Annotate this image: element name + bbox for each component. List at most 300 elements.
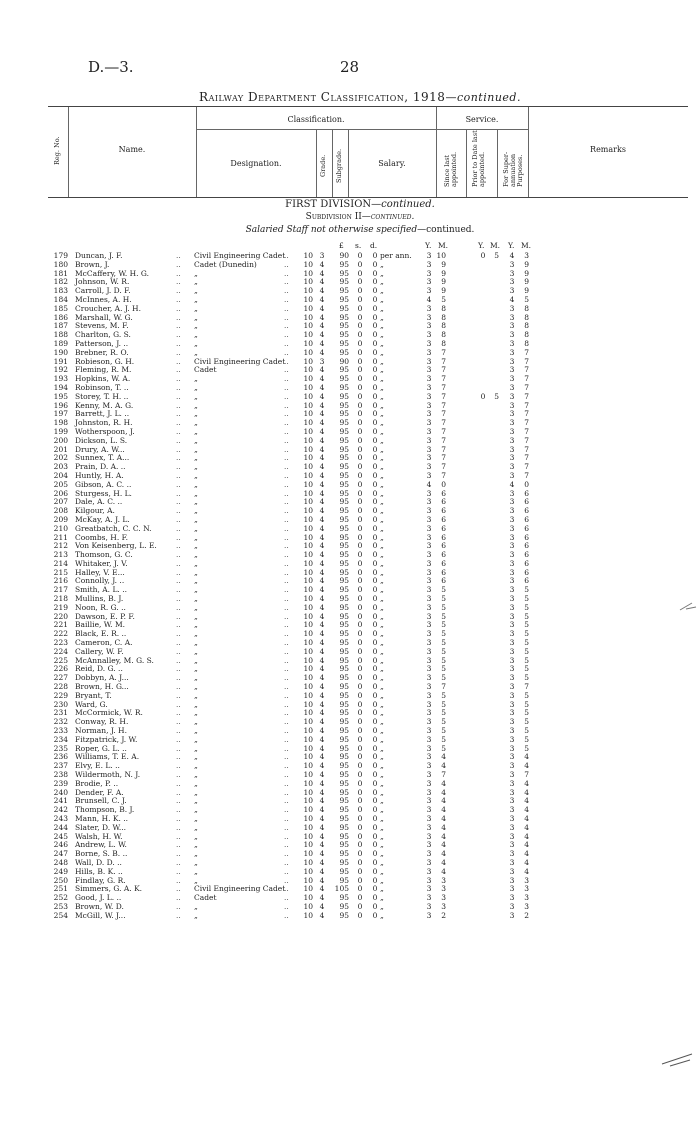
cell-reg-no: 220 [53, 611, 68, 621]
cell-reg-no: 199 [53, 426, 68, 436]
cell-since-years: 3 [426, 444, 432, 454]
cell-super-years: 3 [509, 849, 515, 859]
cell-salary-pence: 0 [372, 418, 378, 428]
cell-salary-pounds: 95 [339, 277, 349, 287]
cell-salary-shillings: 0 [357, 523, 363, 533]
cell-reg-no: 200 [53, 435, 68, 445]
cell-salary-period: „ [380, 532, 384, 542]
leader-dots: .. [284, 453, 289, 463]
cell-since-months: 7 [441, 462, 446, 472]
cell-since-months: 10 [436, 251, 446, 260]
cell-grade: 10 [303, 541, 313, 551]
cell-salary-pence: 0 [372, 294, 378, 304]
cell-grade: 10 [303, 391, 313, 401]
leader-dots: .. [284, 857, 289, 867]
cell-salary-pence: 0 [372, 646, 378, 656]
leader-dots: .. [284, 277, 289, 287]
cell-super-months: 7 [524, 435, 529, 445]
cell-super-years: 3 [509, 673, 515, 683]
cell-leader-dots: .. [176, 365, 181, 375]
cell-name: Dawson, E. P. F. [75, 611, 135, 621]
cell-leader-dots: .. [176, 761, 181, 771]
cell-salary-shillings: 0 [357, 409, 363, 419]
cell-salary-pence: 0 [372, 752, 378, 762]
cell-super-years: 3 [509, 391, 515, 401]
cell-super-months: 9 [524, 259, 529, 269]
cell-super-months: 6 [524, 497, 529, 507]
cell-super-years: 3 [509, 444, 515, 454]
cell-super-months: 4 [524, 822, 529, 832]
cell-salary-pence: 0 [372, 717, 378, 727]
cell-salary-pounds: 105 [334, 884, 349, 894]
cell-super-months: 5 [524, 743, 529, 753]
cell-salary-pounds: 95 [339, 294, 349, 304]
cell-super-months: 5 [524, 708, 529, 718]
cell-salary-pounds: 95 [339, 426, 349, 436]
cell-reg-no: 210 [53, 523, 68, 533]
cell-salary-period: „ [380, 726, 384, 736]
cell-super-months: 6 [524, 541, 529, 551]
cell-name: Callery, W. F. [75, 646, 124, 656]
cell-salary-shillings: 0 [357, 462, 363, 472]
cell-salary-pence: 0 [372, 444, 378, 454]
cell-designation: „ [194, 550, 198, 560]
cell-salary-shillings: 0 [357, 814, 363, 823]
cell-salary-pounds: 95 [339, 664, 349, 674]
leader-dots: .. [284, 726, 289, 736]
leader-dots: .. [284, 550, 289, 560]
cell-super-months: 9 [524, 268, 529, 278]
cell-super-years: 3 [509, 638, 515, 648]
header-prior-to: Prior to Date last appointed. [471, 130, 486, 187]
cell-since-years: 3 [426, 602, 432, 612]
cell-salary-period: „ [380, 594, 384, 604]
cell-since-years: 3 [426, 330, 432, 340]
cell-salary-shillings: 0 [357, 550, 363, 560]
cell-since-months: 2 [441, 910, 446, 920]
cell-grade: 10 [303, 646, 313, 656]
cell-since-years: 3 [426, 726, 432, 736]
cell-salary-pounds: 95 [339, 558, 349, 568]
cell-designation: „ [194, 690, 198, 700]
cell-designation: „ [194, 409, 198, 419]
cell-reg-no: 242 [53, 805, 68, 815]
cell-since-months: 5 [441, 673, 446, 683]
cell-since-months: 5 [441, 638, 446, 648]
cell-since-months: 7 [441, 382, 446, 392]
cell-grade: 10 [303, 558, 313, 568]
cell-subgrade: 4 [319, 690, 325, 700]
cell-super-years: 3 [509, 400, 515, 410]
leader-dots: .. [284, 330, 289, 340]
cell-subgrade: 4 [319, 444, 325, 454]
cell-salary-pounds: 95 [339, 506, 349, 516]
leader-dots: .. [284, 761, 289, 771]
cell-designation: „ [194, 875, 198, 885]
cell-subgrade: 4 [319, 682, 325, 692]
cell-name: Mullins, B. J. [75, 594, 124, 604]
cell-salary-pence: 0 [372, 567, 378, 577]
cell-salary-pence: 0 [372, 453, 378, 463]
leader-dots: .. [284, 391, 289, 401]
cell-salary-shillings: 0 [357, 514, 363, 524]
cell-grade: 10 [303, 286, 313, 296]
cell-since-months: 6 [441, 576, 446, 586]
cell-super-years: 3 [509, 840, 515, 850]
leader-dots: .. [284, 646, 289, 656]
cell-grade: 10 [303, 884, 313, 894]
leader-dots: .. [284, 523, 289, 533]
cell-name: Wotherspoon, J. [75, 426, 135, 436]
cell-super-months: 4 [524, 796, 529, 806]
cell-salary-shillings: 0 [357, 717, 363, 727]
cell-super-months: 5 [524, 726, 529, 736]
cell-grade: 10 [303, 426, 313, 436]
cell-salary-period: „ [380, 778, 384, 788]
cell-salary-pounds: 95 [339, 778, 349, 788]
cell-reg-no: 239 [53, 778, 68, 788]
cell-super-years: 3 [509, 752, 515, 762]
cell-super-years: 3 [509, 506, 515, 516]
cell-leader-dots: .. [176, 444, 181, 454]
cell-since-years: 3 [426, 585, 432, 595]
cell-super-months: 4 [524, 857, 529, 867]
cell-since-years: 3 [426, 426, 432, 436]
cell-subgrade: 4 [319, 277, 325, 287]
cell-salary-period: „ [380, 664, 384, 674]
cell-salary-period: „ [380, 400, 384, 410]
cell-since-years: 3 [426, 752, 432, 762]
cell-leader-dots: .. [176, 435, 181, 445]
cell-salary-shillings: 0 [357, 435, 363, 445]
cell-name: Brunsell, C. J. [75, 796, 127, 806]
cell-salary-pence: 0 [372, 506, 378, 516]
cell-super-years: 3 [509, 629, 515, 639]
cell-salary-shillings: 0 [357, 629, 363, 639]
cell-since-years: 3 [426, 286, 432, 296]
cell-leader-dots: .. [176, 391, 181, 401]
cell-super-months: 5 [524, 620, 529, 630]
cell-salary-shillings: 0 [357, 259, 363, 269]
cell-salary-shillings: 0 [357, 805, 363, 815]
cell-name: Wildermoth, N. J. [75, 770, 141, 780]
leader-dots: .. [284, 717, 289, 727]
cell-grade: 10 [303, 330, 313, 340]
cell-name: Charlton, G. S. [75, 330, 131, 340]
cell-salary-period: „ [380, 294, 384, 304]
cell-salary-shillings: 0 [357, 576, 363, 586]
cell-salary-pounds: 90 [339, 251, 349, 260]
cell-designation: „ [194, 453, 198, 463]
cell-since-months: 5 [441, 708, 446, 718]
cell-salary-period: „ [380, 558, 384, 568]
cell-since-months: 7 [441, 435, 446, 445]
cell-reg-no: 225 [53, 655, 68, 665]
cell-salary-period: „ [380, 682, 384, 692]
cell-super-years: 3 [509, 277, 515, 287]
cell-subgrade: 4 [319, 875, 325, 885]
cell-since-months: 7 [441, 365, 446, 375]
cell-super-months: 5 [524, 673, 529, 683]
cell-reg-no: 245 [53, 831, 68, 841]
cell-salary-pence: 0 [372, 514, 378, 524]
cell-reg-no: 240 [53, 787, 68, 797]
cell-reg-no: 204 [53, 470, 68, 480]
cell-salary-period: „ [380, 286, 384, 296]
cell-salary-pence: 0 [372, 585, 378, 595]
cell-name: Barrett, J. L. .. [75, 409, 130, 419]
cell-grade: 10 [303, 787, 313, 797]
cell-name: Dender, F. A. [75, 787, 124, 797]
cell-designation: „ [194, 532, 198, 542]
cell-designation: „ [194, 567, 198, 577]
cell-leader-dots: .. [176, 901, 181, 911]
cell-salary-shillings: 0 [357, 796, 363, 806]
cell-subgrade: 4 [319, 822, 325, 832]
cell-name: McGill, W. J... [75, 910, 126, 920]
cell-designation: „ [194, 734, 198, 744]
cell-since-years: 3 [426, 611, 432, 621]
cell-salary-shillings: 0 [357, 910, 363, 920]
cell-leader-dots: .. [176, 655, 181, 665]
cell-salary-pence: 0 [372, 910, 378, 920]
cell-salary-pounds: 95 [339, 312, 349, 322]
cell-reg-no: 184 [53, 294, 68, 304]
leader-dots: .. [284, 805, 289, 815]
cell-leader-dots: .. [176, 479, 181, 489]
cell-designation: „ [194, 321, 198, 331]
cell-super-months: 5 [524, 638, 529, 648]
cell-salary-pounds: 95 [339, 770, 349, 780]
cell-name: Borne, S. B. .. [75, 849, 128, 859]
cell-subgrade: 4 [319, 462, 325, 472]
leader-dots: .. [284, 629, 289, 639]
cell-salary-pence: 0 [372, 400, 378, 410]
cell-salary-period: „ [380, 629, 384, 639]
leader-dots: .. [284, 866, 289, 876]
cell-salary-pounds: 95 [339, 409, 349, 419]
cell-salary-pounds: 95 [339, 567, 349, 577]
cell-salary-pounds: 95 [339, 585, 349, 595]
cell-grade: 10 [303, 550, 313, 560]
cell-grade: 10 [303, 409, 313, 419]
cell-grade: 10 [303, 382, 313, 392]
cell-since-months: 9 [441, 277, 446, 287]
cell-salary-pence: 0 [372, 374, 378, 384]
leader-dots: .. [284, 690, 289, 700]
cell-salary-pounds: 95 [339, 805, 349, 815]
leader-dots: .. [284, 444, 289, 454]
cell-salary-pence: 0 [372, 286, 378, 296]
cell-super-years: 3 [509, 382, 515, 392]
leader-dots: .. [284, 673, 289, 683]
cell-salary-period: „ [380, 409, 384, 419]
cell-salary-shillings: 0 [357, 875, 363, 885]
cell-salary-shillings: 0 [357, 646, 363, 656]
cell-since-years: 3 [426, 488, 432, 498]
cell-salary-shillings: 0 [357, 734, 363, 744]
cell-salary-pounds: 95 [339, 611, 349, 621]
cell-salary-period: „ [380, 822, 384, 832]
cell-grade: 10 [303, 497, 313, 507]
cell-salary-period: „ [380, 893, 384, 903]
cell-designation: „ [194, 523, 198, 533]
cell-grade: 10 [303, 365, 313, 375]
cell-subgrade: 4 [319, 294, 325, 304]
leader-dots: .. [284, 382, 289, 392]
cell-designation: „ [194, 655, 198, 665]
cell-salary-pounds: 95 [339, 734, 349, 744]
cell-super-months: 5 [524, 602, 529, 612]
cell-designation: „ [194, 435, 198, 445]
cell-grade: 10 [303, 251, 313, 260]
cell-since-years: 3 [426, 321, 432, 331]
cell-leader-dots: .. [176, 312, 181, 322]
cell-leader-dots: .. [176, 796, 181, 806]
cell-designation: „ [194, 268, 198, 278]
cell-leader-dots: .. [176, 726, 181, 736]
cell-super-years: 3 [509, 682, 515, 692]
header-since-last: Since last appointed. [443, 151, 458, 187]
cell-since-years: 3 [426, 682, 432, 692]
cell-designation: „ [194, 330, 198, 340]
cell-subgrade: 4 [319, 409, 325, 419]
cell-super-years: 3 [509, 488, 515, 498]
cell-leader-dots: .. [176, 488, 181, 498]
cell-leader-dots: .. [176, 497, 181, 507]
cell-super-months: 6 [524, 550, 529, 560]
cell-reg-no: 248 [53, 857, 68, 867]
cell-grade: 10 [303, 831, 313, 841]
cell-salary-pounds: 95 [339, 382, 349, 392]
cell-grade: 10 [303, 514, 313, 524]
cell-name: Hopkins, W. A. [75, 374, 131, 384]
cell-since-months: 6 [441, 558, 446, 568]
cell-since-years: 3 [426, 787, 432, 797]
cell-since-years: 3 [426, 910, 432, 920]
cell-since-years: 3 [426, 761, 432, 771]
cell-salary-shillings: 0 [357, 400, 363, 410]
cell-salary-pence: 0 [372, 576, 378, 586]
cell-reg-no: 202 [53, 453, 68, 463]
cell-name: Bryant, T. [75, 690, 112, 700]
cell-salary-pounds: 95 [339, 435, 349, 445]
cell-name: Good, J. L. .. [75, 893, 122, 903]
cell-grade: 10 [303, 418, 313, 428]
cell-subgrade: 4 [319, 884, 325, 894]
cell-grade: 10 [303, 400, 313, 410]
cell-reg-no: 195 [53, 391, 68, 401]
cell-since-months: 7 [441, 409, 446, 419]
cell-reg-no: 183 [53, 286, 68, 296]
cell-salary-shillings: 0 [357, 849, 363, 859]
cell-super-months: 8 [524, 338, 529, 348]
cell-super-months: 4 [524, 778, 529, 788]
leader-dots: .. [284, 479, 289, 489]
cell-name: Croucher, A. J. H. [75, 303, 141, 313]
cell-salary-period: „ [380, 787, 384, 797]
cell-since-months: 6 [441, 523, 446, 533]
leader-dots: .. [284, 611, 289, 621]
cell-super-years: 3 [509, 602, 515, 612]
cell-leader-dots: .. [176, 682, 181, 692]
cell-salary-shillings: 0 [357, 673, 363, 683]
cell-name: Hills, B. K. .. [75, 866, 123, 876]
cell-salary-shillings: 0 [357, 251, 363, 260]
cell-subgrade: 4 [319, 805, 325, 815]
cell-since-months: 4 [441, 849, 446, 859]
header-classification: Classification. [287, 115, 345, 124]
cell-since-months: 6 [441, 514, 446, 524]
cell-since-years: 3 [426, 418, 432, 428]
cell-subgrade: 4 [319, 866, 325, 876]
cell-since-years: 3 [426, 470, 432, 480]
cell-since-years: 3 [426, 690, 432, 700]
cell-salary-shillings: 0 [357, 506, 363, 516]
header-reg-no: Reg. No. [53, 136, 61, 165]
unit-pence: d. [370, 241, 378, 250]
cell-since-years: 3 [426, 567, 432, 577]
cell-designation: „ [194, 646, 198, 656]
cell-salary-period: „ [380, 884, 384, 894]
cell-subgrade: 4 [319, 673, 325, 683]
cell-salary-period: „ [380, 453, 384, 463]
cell-since-months: 5 [441, 594, 446, 604]
cell-subgrade: 4 [319, 286, 325, 296]
cell-leader-dots: .. [176, 699, 181, 709]
cell-since-years: 3 [426, 620, 432, 630]
cell-salary-pence: 0 [372, 470, 378, 480]
cell-name: Thompson, B. J. [75, 805, 135, 815]
cell-reg-no: 186 [53, 312, 68, 322]
cell-reg-no: 206 [53, 488, 68, 498]
cell-super-months: 8 [524, 330, 529, 340]
cell-grade: 10 [303, 840, 313, 850]
cell-since-years: 3 [426, 796, 432, 806]
cell-grade: 10 [303, 778, 313, 788]
leader-dots: .. [284, 303, 289, 313]
cell-grade: 10 [303, 470, 313, 480]
cell-since-years: 3 [426, 251, 432, 260]
cell-salary-pence: 0 [372, 382, 378, 392]
cell-reg-no: 231 [53, 708, 68, 718]
leader-dots: .. [284, 594, 289, 604]
cell-salary-pounds: 95 [339, 620, 349, 630]
cell-super-years: 3 [509, 576, 515, 586]
leader-dots: .. [284, 752, 289, 762]
cell-salary-shillings: 0 [357, 787, 363, 797]
cell-reg-no: 197 [53, 409, 68, 419]
cell-name: Sturgess, H. L. [75, 488, 132, 498]
cell-salary-shillings: 0 [357, 901, 363, 911]
cell-salary-pounds: 95 [339, 814, 349, 823]
cell-salary-period: „ [380, 796, 384, 806]
cell-subgrade: 4 [319, 699, 325, 709]
page-number: 28 [340, 58, 360, 76]
cell-leader-dots: .. [176, 567, 181, 577]
leader-dots: .. [284, 840, 289, 850]
cell-grade: 10 [303, 567, 313, 577]
cell-super-years: 3 [509, 532, 515, 542]
cell-grade: 10 [303, 717, 313, 727]
cell-name: Williams, T. E. A. [75, 752, 140, 762]
cell-super-months: 6 [524, 523, 529, 533]
cell-super-years: 4 [509, 479, 515, 489]
cell-salary-period: „ [380, 655, 384, 665]
cell-since-months: 9 [441, 259, 446, 269]
leader-dots: .. [284, 418, 289, 428]
cell-name: Ward, G. [75, 699, 108, 709]
